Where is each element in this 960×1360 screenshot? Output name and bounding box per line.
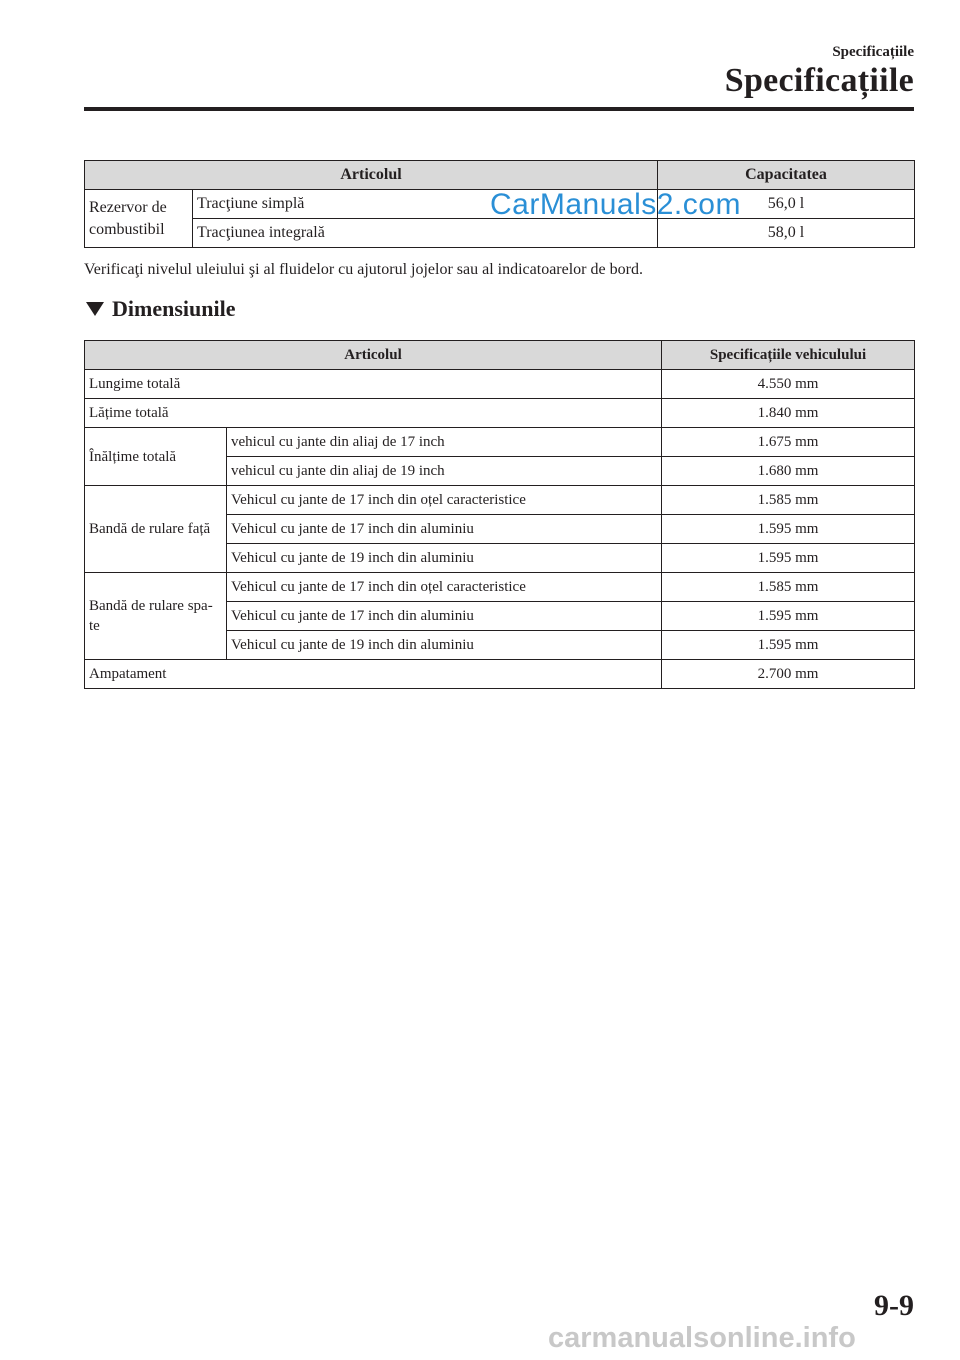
- page-title: Specificațiile: [724, 62, 914, 99]
- row-item: Tracţiune simplă: [193, 190, 658, 219]
- row-value: 2.700 mm: [662, 660, 915, 689]
- row-item: Vehicul cu jante de 19 inch din aluminiu: [227, 631, 662, 660]
- dimensions-table: [84, 340, 915, 689]
- row-item: Vehicul cu jante de 17 inch din aluminiu: [227, 602, 662, 631]
- triangle-bullet-icon: [86, 302, 104, 316]
- table-row: [85, 486, 915, 515]
- table-row: [85, 573, 915, 602]
- table-header-row: [85, 161, 915, 190]
- watermark-carmanuals2: CarManuals2.com: [490, 188, 741, 221]
- column-header-item: Articolul: [85, 341, 662, 370]
- page-number: 9-9: [874, 1289, 914, 1322]
- row-value: 1.595 mm: [662, 544, 915, 573]
- row-label: Ampatament: [85, 660, 662, 689]
- table-row: [85, 428, 915, 457]
- watermark-carmanualsonline: carmanualsonline.info: [548, 1322, 856, 1354]
- row-value: 1.595 mm: [662, 602, 915, 631]
- section-title: Dimensiunile: [112, 296, 236, 321]
- row-item: Vehicul cu jante de 17 inch din oțel caracteristice: [227, 486, 662, 515]
- column-header-spec: Specificațiile vehiculului: [662, 341, 915, 370]
- table-row: [85, 219, 915, 248]
- row-value: 1.585 mm: [662, 486, 915, 515]
- row-label: Lățime totală: [85, 399, 662, 428]
- row-item: Vehicul cu jante de 19 inch din aluminiu: [227, 544, 662, 573]
- row-label: Lungime totală: [85, 370, 662, 399]
- row-value: 1.840 mm: [662, 399, 915, 428]
- row-item: Vehicul cu jante de 17 inch din oțel caracteristice: [227, 573, 662, 602]
- table-row: [85, 370, 915, 399]
- table-row: [85, 399, 915, 428]
- column-header-capacity: Capacitatea: [658, 161, 915, 190]
- section-heading: [86, 296, 235, 322]
- row-group-label: Bandă de rulare față: [85, 486, 227, 573]
- row-item: Tracţiunea integrală: [193, 219, 658, 248]
- table-row: [85, 660, 915, 689]
- row-value: 58,0 l: [658, 219, 915, 248]
- row-value: 1.595 mm: [662, 515, 915, 544]
- row-item: vehicul cu jante din aliaj de 19 inch: [227, 457, 662, 486]
- row-group-label: Înălțime totală: [85, 428, 227, 486]
- row-group-label: Bandă de rulare spa-te: [85, 573, 227, 660]
- header-rule: [84, 107, 914, 111]
- fluid-check-note: Verificaţi nivelul uleiului şi al fluidelor cu ajutorul jojelor sau al indicatoarelor de bord.: [84, 261, 643, 278]
- row-value: 1.585 mm: [662, 573, 915, 602]
- row-item: Vehicul cu jante de 17 inch din aluminiu: [227, 515, 662, 544]
- row-value: 1.680 mm: [662, 457, 915, 486]
- row-value: 4.550 mm: [662, 370, 915, 399]
- row-value: 1.675 mm: [662, 428, 915, 457]
- row-item: vehicul cu jante din aliaj de 17 inch: [227, 428, 662, 457]
- fuel-tank-label: Rezervor de combustibil: [85, 190, 193, 248]
- row-value: 1.595 mm: [662, 631, 915, 660]
- table-header-row: [85, 341, 915, 370]
- running-header: Specificațiile: [832, 44, 914, 60]
- column-header-item: Articolul: [85, 161, 658, 190]
- row-value: 56,0 l: [658, 190, 915, 219]
